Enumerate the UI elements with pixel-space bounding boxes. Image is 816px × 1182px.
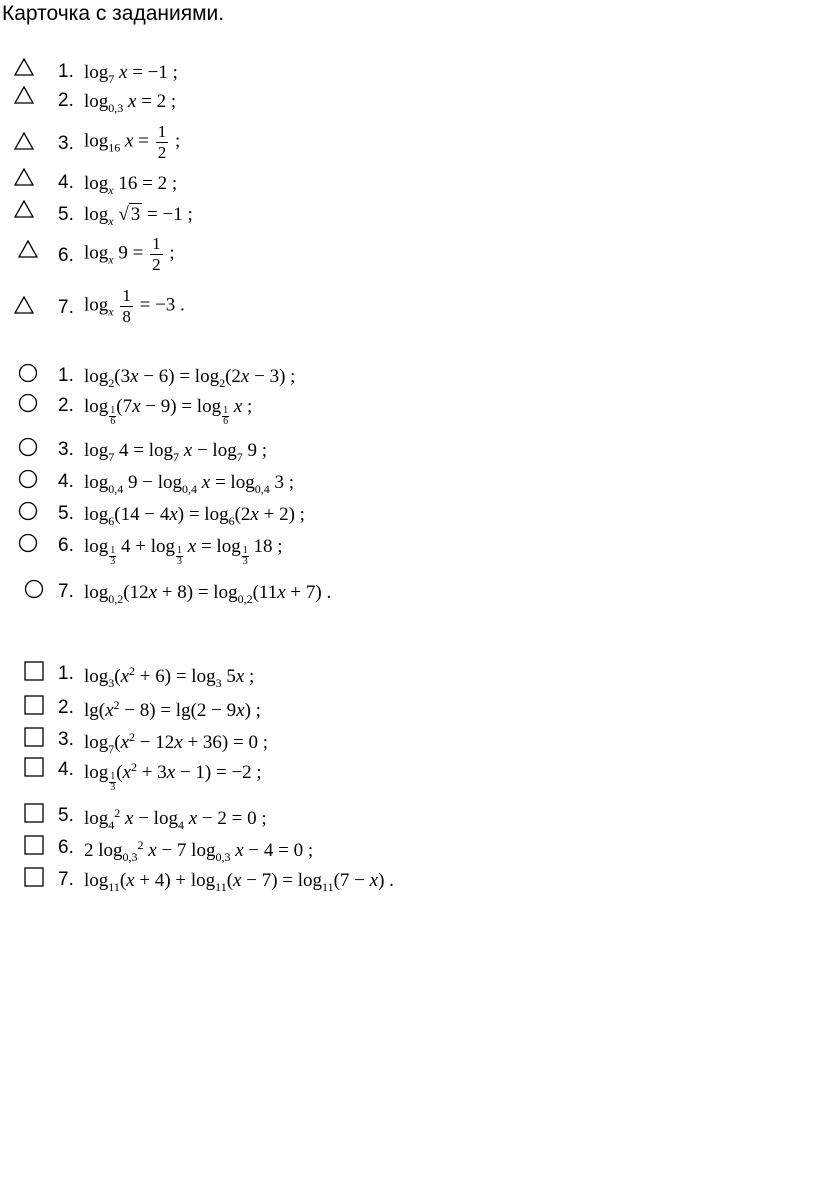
task-row xyxy=(0,578,800,608)
task-equation: $\log_{11}(x + 4) + \log_{11}(x - 7) = \log_{11}(7 - x)$ . xyxy=(84,870,394,894)
triangle-icon xyxy=(14,168,34,186)
task-equation: log $\frac{1}{6}$ (7x − 9) = log $\frac{1}{6}$ x ; xyxy=(84,396,253,427)
task-row xyxy=(0,834,800,864)
task-number: 7. xyxy=(58,869,74,890)
task-row xyxy=(0,532,800,567)
task-number: 3. xyxy=(58,729,74,750)
task-number: 4. xyxy=(58,471,74,492)
circle-icon xyxy=(18,501,38,521)
task-equation: $\log_7 x = -1$ ; xyxy=(84,62,178,86)
task-equation: $\log_x$ √ 3 = −1 ; xyxy=(84,204,193,228)
task-number: 3. xyxy=(58,133,74,154)
square-icon xyxy=(24,695,44,715)
task-number: 1. xyxy=(58,663,74,684)
task-number: 5. xyxy=(58,204,74,225)
task-row xyxy=(0,802,800,832)
task-row xyxy=(0,122,800,162)
task-row xyxy=(0,726,800,756)
circle-icon xyxy=(18,469,38,489)
task-row xyxy=(0,168,800,198)
task-equation: log $\frac{1}{3}$ $(x^2 + 3x - 1) = -2$ ; xyxy=(84,760,262,793)
page-title: Карточка с заданиями. xyxy=(2,2,225,25)
task-number: 2. xyxy=(58,697,74,718)
task-number: 3. xyxy=(58,439,74,460)
task-number: 4. xyxy=(58,759,74,780)
task-number: 6. xyxy=(58,245,74,266)
task-row xyxy=(0,200,800,230)
square-icon xyxy=(24,835,44,855)
task-equation: $\log_{0,3} x = 2$ ; xyxy=(84,91,177,115)
task-row xyxy=(0,660,800,690)
task-row xyxy=(0,234,800,274)
task-equation: $\log_7 4 = \log_7 x - \log_7 9$ ; xyxy=(84,440,267,464)
triangle-icon xyxy=(18,240,38,258)
task-equation: $\log_x$ $\frac{1}{8}$ = −3 . xyxy=(84,286,185,326)
task-row xyxy=(0,392,800,427)
task-equation: $\log_{0,2}(12x + 8) = \log_{0,2}(11x + 7)$ . xyxy=(84,582,332,606)
task-equation: $\log_3(x^2 + 6) = \log_3 5x$ ; xyxy=(84,664,255,690)
task-row xyxy=(0,86,800,116)
task-equation: $\log_4^2 x - \log_4 x - 2 = 0$ ; xyxy=(84,806,267,832)
task-equation: $\log_7(x^2 - 12x + 36) = 0$ ; xyxy=(84,730,268,756)
task-number: 1. xyxy=(58,61,74,82)
task-row xyxy=(0,436,800,466)
task-number: 2. xyxy=(58,90,74,111)
circle-icon xyxy=(18,393,38,413)
task-row xyxy=(0,362,800,392)
task-row xyxy=(0,756,800,793)
triangle-icon xyxy=(14,200,34,218)
square-icon xyxy=(24,803,44,823)
task-equation: log $\frac{1}{3}$ 4 + log $\frac{1}{3}$ x = log $\frac{1}{3}$ 18 ; xyxy=(84,536,283,567)
triangle-icon xyxy=(14,132,34,150)
task-number: 6. xyxy=(58,837,74,858)
square-icon xyxy=(24,661,44,681)
triangle-icon xyxy=(14,296,34,314)
circle-icon xyxy=(18,437,38,457)
task-number: 5. xyxy=(58,805,74,826)
task-number: 2. xyxy=(58,395,74,416)
task-number: 1. xyxy=(58,365,74,386)
task-row xyxy=(0,866,800,896)
task-number: 6. xyxy=(58,535,74,556)
task-row xyxy=(0,694,800,724)
square-icon xyxy=(24,867,44,887)
task-number: 7. xyxy=(58,297,74,318)
task-number: 7. xyxy=(58,581,74,602)
circle-icon xyxy=(18,363,38,383)
task-row xyxy=(0,500,800,530)
task-equation: $\log_6(14 - 4x) = \log_6(2x + 2)$ ; xyxy=(84,504,305,528)
task-equation: 2 $\log_{0,3}^2 x - 7$ $\log_{0,3} x - 4 = 0$ ; xyxy=(84,838,314,864)
task-equation: $\log_{16} x$ = $\frac{1}{2}$ ; xyxy=(84,122,181,162)
circle-icon xyxy=(18,533,38,553)
square-icon xyxy=(24,727,44,747)
task-equation: $\log_x 16 = 2$ ; xyxy=(84,173,178,197)
square-icon xyxy=(24,757,44,777)
task-row xyxy=(0,286,800,326)
task-equation: $\log_2(3x - 6) = \log_2(2x - 3)$ ; xyxy=(84,366,296,390)
triangle-icon xyxy=(14,58,34,76)
circle-icon xyxy=(24,579,44,599)
task-equation: $\lg(x^2 - 8) = \lg(2 - 9x)$ ; xyxy=(84,698,261,721)
task-number: 4. xyxy=(58,172,74,193)
task-row xyxy=(0,468,800,498)
task-equation: $\log_{0,4} 9 - \log_{0,4} x = \log_{0,4} 3$ ; xyxy=(84,472,294,496)
task-row xyxy=(0,58,800,88)
triangle-icon xyxy=(14,86,34,104)
task-number: 5. xyxy=(58,503,74,524)
task-equation: $\log_x 9$ = $\frac{1}{2}$ ; xyxy=(84,234,175,274)
